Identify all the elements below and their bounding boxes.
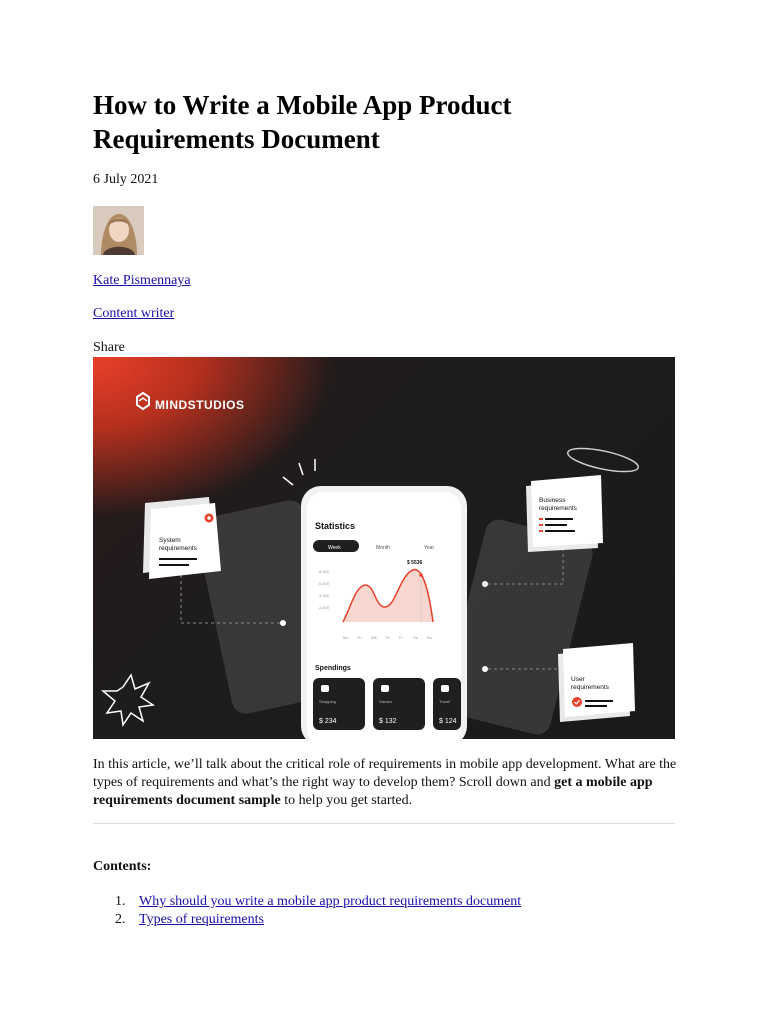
toc-item [115, 893, 521, 911]
note-text: Business [539, 497, 566, 504]
intro-text: to help you get started. [280, 793, 413, 808]
phone-x-tick: Su [427, 635, 432, 640]
phone-x-tick: Fr [399, 635, 403, 640]
brand-name: MINDSTUDIOS [155, 398, 245, 412]
intro-bold-text: get a mobile app requirements document sample [93, 775, 653, 808]
spend-card-amount: $ 124 [439, 718, 457, 725]
gear-icon [205, 514, 214, 523]
system-requirements-note [143, 497, 221, 579]
publish-date: 6 July 2021 [93, 172, 159, 187]
note-text: requirements [539, 505, 577, 512]
share-label[interactable]: Share [93, 340, 125, 355]
business-requirements-note [526, 475, 603, 552]
note-text: System [159, 537, 181, 544]
phone-peak-value: $ 5536 [407, 560, 423, 566]
toc-number: 2. [115, 912, 126, 927]
spend-card-amount: $ 234 [319, 718, 337, 725]
note-text: requirements [571, 684, 609, 691]
phone-tab-week: Week [328, 545, 341, 551]
intro-text: In this article, we’ll talk about the critical role of requirements in mobile app development. What are the types of requirements and what’s the right way to develop them? Scroll down and [93, 757, 677, 790]
user-requirements-note [558, 643, 635, 722]
mindstudios-logo-icon [137, 393, 149, 409]
toc-link[interactable]: Types of requirements [139, 912, 264, 927]
author-avatar[interactable] [93, 206, 144, 255]
phone-x-tick: Th [385, 635, 390, 640]
phone-y-tick: 2,000 [319, 605, 330, 610]
intro-paragraph [93, 756, 693, 810]
note-text: User [571, 676, 585, 683]
article-title: How to Write a Mobile App Product Requirements Document [93, 90, 512, 154]
phone-tab-year: Year [424, 545, 435, 551]
toc-link[interactable]: Why should you write a mobile app product requirements document [139, 894, 522, 909]
hero-illustration [93, 357, 675, 739]
divider [93, 823, 675, 824]
toc-item [115, 911, 521, 929]
phone-x-tick: We [371, 635, 377, 640]
note-text: requirements [159, 545, 197, 552]
spend-card-label: Travel [439, 699, 450, 704]
phone-x-tick: Tu [357, 635, 362, 640]
starburst-icon [103, 675, 153, 725]
spend-card-label: Shopping [319, 699, 336, 704]
phone-y-tick: 8,000 [319, 569, 330, 574]
phone-tab-month: Month [376, 545, 390, 551]
author-role-link[interactable]: Content writer [93, 306, 175, 321]
phone-heading: Statistics [315, 521, 356, 531]
author-link[interactable]: Kate Pismennaya [93, 273, 191, 288]
phone-x-tick: Sa [413, 635, 418, 640]
phone-spendings-heading: Spendings [315, 665, 351, 672]
phone-y-tick: 6,000 [319, 581, 330, 586]
toc-number: 1. [115, 894, 126, 909]
table-of-contents [115, 893, 521, 929]
spend-card-amount: $ 132 [379, 718, 397, 725]
spend-card-label: Games [379, 699, 392, 704]
phone-x-tick: Mo [343, 635, 349, 640]
phone-y-tick: 4,000 [319, 593, 330, 598]
halo-ring-icon [566, 444, 640, 477]
check-icon [572, 697, 582, 707]
contents-heading: Contents: [93, 859, 152, 874]
phone-mockup [301, 486, 467, 739]
